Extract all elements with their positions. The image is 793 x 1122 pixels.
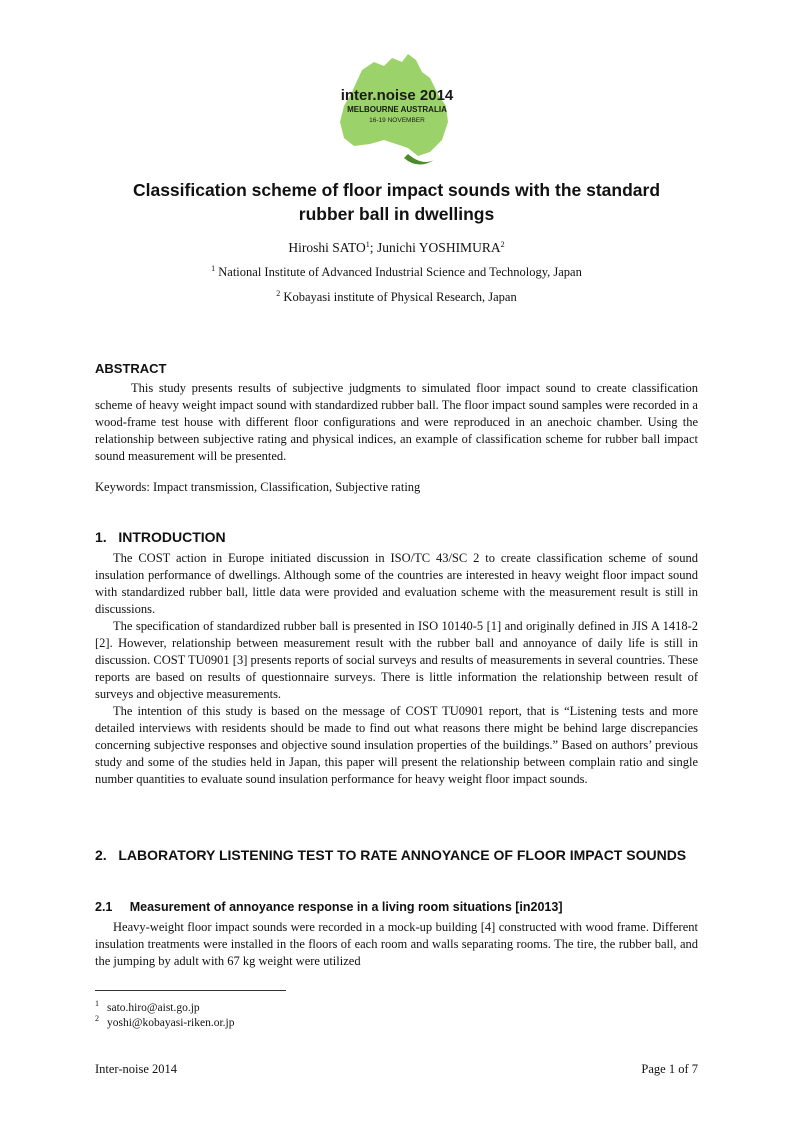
conference-logo (322, 48, 472, 178)
keywords: Keywords: Impact transmission, Classification, Subjective rating (95, 480, 421, 494)
footer-conference: Inter-noise 2014 (95, 1062, 178, 1076)
footnote-divider (95, 990, 286, 991)
affiliation-2 (95, 289, 698, 305)
section-1-paragraph-1: The COST action in Europe initiated discussion in ISO/TC 43/SC 2 to create classification scheme of sound insulation performance of dwellings. Although some of the countries are interested in heavy weight floor impact sound with standardized rubber ball, little data were provided and evaluation scheme with the measurement result is still in discussions. (95, 551, 698, 616)
author-1-mark: 1 (365, 240, 370, 249)
section-1-body (95, 550, 698, 788)
subsection-2-1-text: Heavy-weight floor impact sounds were recorded in a mock-up building [4] constructed with wood frame. Different insulation treatments were installed in the floors of each room and walls separating rooms. The tire, the rubber ball, and the jumping by adult with 67 kg weight were utilized (95, 920, 698, 968)
footnote-2-text: yoshi@kobayasi-riken.or.jp (107, 1017, 235, 1029)
footnote-2-mark: 2 (95, 1014, 99, 1023)
author-list (95, 239, 698, 257)
logo-line1: inter.noise 2014 (340, 87, 454, 104)
author-2: Junichi YOSHIMURA (376, 240, 501, 255)
author-separator: ; (369, 240, 377, 255)
section-2-heading: 2. LABORATORY LISTENING TEST TO RATE ANNOYANCE OF FLOOR IMPACT SOUNDS (95, 847, 687, 863)
affiliation-1-text: National Institute of Advanced Industrial Science and Technology, Japan (218, 265, 582, 279)
title-line2: rubber ball in dwellings (298, 204, 495, 224)
abstract-heading: ABSTRACT (95, 361, 167, 376)
logo-line3: 16-19 NOVEMBER (369, 117, 425, 124)
footer-page-number: Page 1 of 7 (641, 1062, 698, 1076)
affiliation-2-text: Kobayasi institute of Physical Research, Japan (283, 290, 517, 304)
affiliation-1-mark: 1 (211, 264, 216, 273)
footnote-1-text: sato.hiro@aist.go.jp (107, 1002, 200, 1014)
abstract-text: This study presents results of subjective judgments to simulated floor impact sound to create classification scheme of heavy weight impact sound with standardized rubber ball. The floor impact sound samples were recorded in a wood-frame test house with different floor configurations and were reproduced in an anechoic chamber. Using the relationship between subjective rating and physical indices, an example of classification scheme for rubber ball impact sound measurement will be presented. (95, 381, 698, 463)
section-1-heading: 1. INTRODUCTION (95, 529, 226, 545)
title-line1: Classification scheme of floor impact sounds with the standard (132, 180, 661, 200)
footnote-1-mark: 1 (95, 999, 99, 1008)
section-1-paragraph-2: The specification of standardized rubber ball is presented in ISO 10140-5 [1] and originally defined in JIS A 1418-2 [2]. However, relationship between measurement result with the rubber ball and annoyance of daily life is still in discussion. COST TU0901 [3] presents reports of social surveys and results of measurements in several countries. These reports are based on results of questionnaire surveys. There is little information the relationship between result of surveys and objective measurements. (95, 619, 698, 701)
author-2-mark: 2 (500, 240, 505, 249)
author-1: Hiroshi SATO (288, 240, 366, 255)
section-1-paragraph-3: The intention of this study is based on the message of COST TU0901 report, that is “Listening tests and more detailed interviews with residents should be made to find out what reasons there might be behind large discrepancies concerning subjective responses and objective sound insulation properties of the buildings.” Based on authors’ previous study and some of the studies held in Japan, this paper will present the relationship between complain ratio and single number quantities to evaluate sound insulation performance for heavy weight floor impact sounds. (95, 704, 698, 786)
paper-title (95, 178, 698, 226)
subsection-2-1-heading: 2.1 Measurement of annoyance response in a living room situations [in2013] (95, 900, 563, 914)
logo-line2: MELBOURNE AUSTRALIA (347, 105, 447, 114)
footnote-2 (95, 1012, 235, 1030)
affiliation-1 (95, 264, 698, 280)
affiliation-2-mark: 2 (276, 289, 281, 298)
